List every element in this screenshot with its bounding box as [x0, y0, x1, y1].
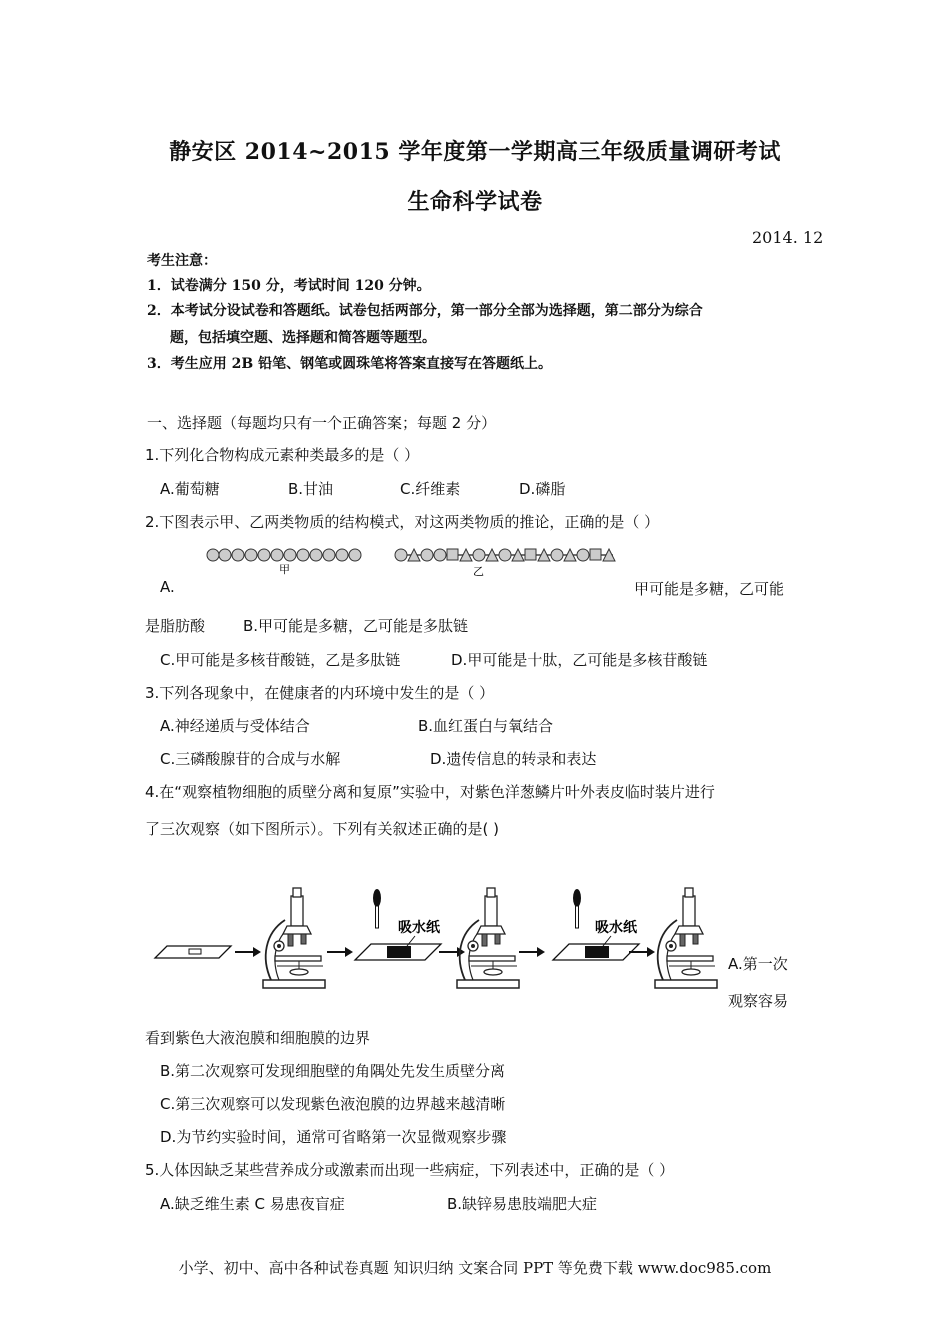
microscope-icon — [457, 888, 519, 988]
q2-option-c: C.甲可能是多核苷酸链，乙是多肽链 — [160, 651, 401, 669]
q3-option-c: C.三磷酸腺苷的合成与水解 — [160, 750, 341, 768]
chain-yi — [395, 549, 615, 561]
q4-option-a-line2: 观察容易 — [728, 992, 789, 1010]
microscope-icon — [655, 888, 717, 988]
q2-option-a-continued: 是脂肪酸 — [145, 617, 206, 635]
q3-option-a: A.神经递质与受体结合 — [160, 717, 310, 735]
dropper-icon — [373, 889, 381, 928]
section-heading: 一、选择题（每题均只有一个正确答案；每题 2 分） — [147, 414, 497, 432]
q4-stem-line1: 4.在“观察植物细胞的质壁分离和复原”实验中，对紫色洋葱鳞片叶外表皮临时装片进行 — [145, 783, 715, 801]
footer-text: 小学、初中、高中各种试卷真题 知识归纳 文案合同 PPT 等免费下载 www.doc985.com — [178, 1259, 772, 1277]
q1-stem: 1.下列化合物构成元素种类最多的是（ ） — [145, 446, 420, 464]
q4-option-a-line3: 看到紫色大液泡膜和细胞膜的边界 — [145, 1029, 371, 1047]
exam-date: 2014. 12 — [752, 228, 824, 247]
q4-option-b: B.第二次观察可发现细胞壁的角隅处先发生质壁分离 — [160, 1062, 506, 1080]
q3-stem: 3.下列各现象中，在健康者的内环境中发生的是（ ） — [145, 684, 495, 702]
dropper-icon — [573, 889, 581, 928]
exam-subtitle: 生命科学试卷 — [407, 189, 543, 215]
arrow-icon — [327, 947, 353, 957]
q4-stem-line2: 了三次观察（如下图所示）。下列有关叙述正确的是( ) — [145, 820, 499, 838]
slide-initial — [155, 946, 231, 958]
chain-jia — [207, 549, 361, 561]
q1-option-a: A.葡萄糖 — [160, 480, 220, 498]
q1-option-c: C.纤维素 — [400, 480, 461, 498]
q4-option-d: D.为节约实验时间，通常可省略第一次显微观察步骤 — [160, 1128, 507, 1146]
q3-option-d: D.遗传信息的转录和表达 — [430, 750, 597, 768]
blotting-paper-label: 吸水纸 — [595, 920, 637, 936]
arrow-icon — [519, 947, 545, 957]
microscope-icon — [263, 888, 325, 988]
q3-option-b: B.血红蛋白与氧结合 — [418, 717, 554, 735]
arrow-icon — [235, 947, 261, 957]
q2-stem: 2.下图表示甲、乙两类物质的结构模式，对这两类物质的推论，正确的是（ ） — [145, 513, 660, 531]
q1-option-b: B.甘油 — [288, 480, 334, 498]
q2-option-a-prefix: A. — [160, 578, 175, 596]
q2-option-d: D.甲可能是十肽，乙可能是多核苷酸链 — [451, 651, 708, 669]
label-yi: 乙 — [473, 565, 484, 578]
q4-option-a-line1: A.第一次 — [728, 955, 788, 973]
q5-stem: 5.人体因缺乏某些营养成分或激素而出现一些病症，下列表述中，正确的是（ ） — [145, 1161, 675, 1179]
q4-option-c: C.第三次观察可以发现紫色液泡膜的边界越来越清晰 — [160, 1095, 506, 1113]
notice-heading: 考生注意： — [147, 253, 217, 269]
notice-item: 3．考生应用 2B 铅笔、钢笔或圆珠笔将答案直接写在答题纸上。 — [147, 356, 553, 372]
notice-item: 2．本考试分设试卷和答题纸。试卷包括两部分，第一部分全部为选择题，第二部分为综合 — [147, 303, 703, 319]
exam-title: 静安区 2014~2015 学年度第一学期高三年级质量调研考试 — [169, 139, 781, 165]
molecule-structure-figure — [205, 545, 625, 577]
microscope-procedure-figure — [155, 880, 735, 990]
q5-option-b: B.缺锌易患肢端肥大症 — [447, 1195, 598, 1213]
blotting-paper-label: 吸水纸 — [398, 920, 440, 936]
q1-option-d: D.磷脂 — [519, 480, 566, 498]
q5-option-a: A.缺乏维生素 C 易患夜盲症 — [160, 1195, 345, 1213]
notice-item: 题，包括填空题、选择题和简答题等题型。 — [170, 330, 436, 346]
q2-option-b: B.甲可能是多糖，乙可能是多肽链 — [243, 617, 469, 635]
label-jia: 甲 — [279, 563, 290, 576]
q2-option-a-text: 甲可能是多糖，乙可能 — [634, 580, 785, 598]
notice-item: 1．试卷满分 150 分，考试时间 120 分钟。 — [147, 278, 431, 294]
